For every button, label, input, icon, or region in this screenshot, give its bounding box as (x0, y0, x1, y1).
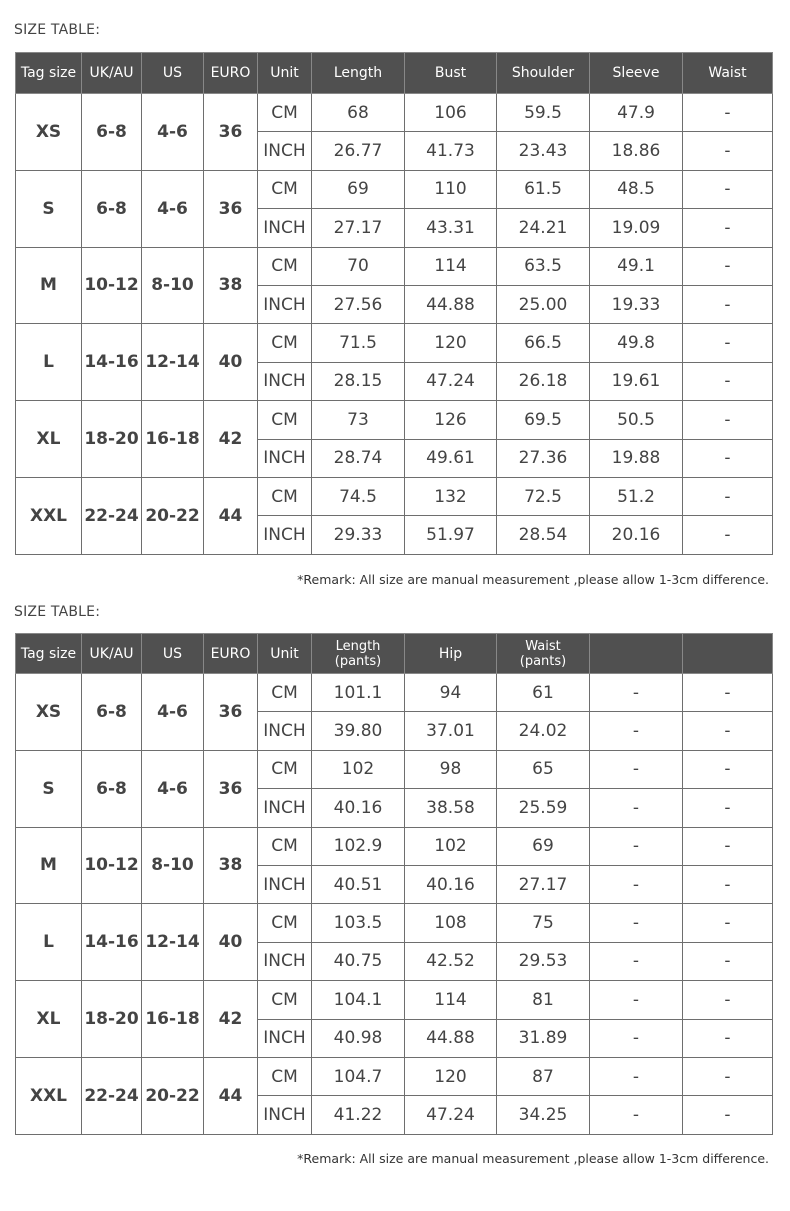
unit-inch-cell: INCH (258, 1019, 312, 1057)
header-euro: EURO (204, 634, 258, 674)
size-row-cm (16, 981, 773, 1019)
cm-value-cell: 65 (497, 750, 590, 788)
unit-inch-cell: INCH (258, 209, 312, 247)
cm-value-cell: 49.8 (590, 324, 683, 362)
inch-value-cell: 24.21 (497, 209, 590, 247)
bottom-size-table (15, 633, 773, 1135)
inch-value-cell: 40.98 (312, 1019, 405, 1057)
uk-au-cell: 14-16 (82, 904, 142, 981)
uk-au-cell: 6-8 (82, 750, 142, 827)
tag-size-cell: M (16, 827, 82, 904)
cm-value-cell: - (590, 981, 683, 1019)
unit-inch-cell: INCH (258, 789, 312, 827)
unit-cm-cell: CM (258, 981, 312, 1019)
inch-value-cell: - (590, 865, 683, 903)
tag-size-cell: XS (16, 94, 82, 171)
cm-value-cell: - (590, 674, 683, 712)
cm-value-cell: - (683, 1057, 773, 1095)
euro-cell: 42 (204, 401, 258, 478)
unit-inch-cell: INCH (258, 132, 312, 170)
uk-au-cell: 6-8 (82, 674, 142, 751)
cm-value-cell: - (683, 401, 773, 439)
cm-value-cell: 61.5 (497, 170, 590, 208)
inch-value-cell: - (590, 1096, 683, 1134)
inch-value-cell: 28.15 (312, 362, 405, 400)
tag-size-cell: L (16, 324, 82, 401)
header-tag-size: Tag size (16, 53, 82, 94)
euro-cell: 36 (204, 750, 258, 827)
us-cell: 12-14 (142, 324, 204, 401)
inch-value-cell: 23.43 (497, 132, 590, 170)
header-empty-2 (683, 634, 773, 674)
us-cell: 4-6 (142, 674, 204, 751)
top-section-title: SIZE TABLE: (14, 22, 101, 38)
cm-value-cell: - (590, 750, 683, 788)
inch-value-cell: 49.61 (405, 439, 497, 477)
unit-cm-cell: CM (258, 674, 312, 712)
header-euro: EURO (204, 53, 258, 94)
size-row-cm (16, 401, 773, 439)
cm-value-cell: 66.5 (497, 324, 590, 362)
cm-value-cell: 63.5 (497, 247, 590, 285)
inch-value-cell: - (683, 789, 773, 827)
uk-au-cell: 14-16 (82, 324, 142, 401)
cm-value-cell: 114 (405, 981, 497, 1019)
cm-value-cell: 102 (405, 827, 497, 865)
inch-value-cell: - (683, 285, 773, 323)
euro-cell: 42 (204, 981, 258, 1058)
cm-value-cell: 120 (405, 1057, 497, 1095)
tag-size-cell: XL (16, 401, 82, 478)
cm-value-cell: 71.5 (312, 324, 405, 362)
cm-value-cell: - (683, 981, 773, 1019)
uk-au-cell: 6-8 (82, 170, 142, 247)
cm-value-cell: - (683, 247, 773, 285)
inch-value-cell: - (683, 362, 773, 400)
cm-value-cell: 51.2 (590, 477, 683, 515)
unit-cm-cell: CM (258, 904, 312, 942)
euro-cell: 38 (204, 247, 258, 324)
cm-value-cell: 98 (405, 750, 497, 788)
size-row-cm (16, 1057, 773, 1095)
unit-inch-cell: INCH (258, 942, 312, 980)
euro-cell: 40 (204, 324, 258, 401)
inch-value-cell: 25.00 (497, 285, 590, 323)
cm-value-cell: 72.5 (497, 477, 590, 515)
inch-value-cell: 26.18 (497, 362, 590, 400)
inch-value-cell: 43.31 (405, 209, 497, 247)
uk-au-cell: 22-24 (82, 477, 142, 554)
euro-cell: 44 (204, 1057, 258, 1134)
uk-au-cell: 18-20 (82, 401, 142, 478)
us-cell: 8-10 (142, 247, 204, 324)
inch-value-cell: 27.17 (312, 209, 405, 247)
uk-au-cell: 6-8 (82, 94, 142, 171)
cm-value-cell: - (590, 827, 683, 865)
inch-value-cell: - (683, 209, 773, 247)
unit-cm-cell: CM (258, 324, 312, 362)
inch-value-cell: - (683, 132, 773, 170)
uk-au-cell: 10-12 (82, 827, 142, 904)
inch-value-cell: - (683, 1096, 773, 1134)
unit-inch-cell: INCH (258, 1096, 312, 1134)
size-row-cm (16, 827, 773, 865)
euro-cell: 36 (204, 170, 258, 247)
inch-value-cell: 39.80 (312, 712, 405, 750)
inch-value-cell: 37.01 (405, 712, 497, 750)
cm-value-cell: 104.7 (312, 1057, 405, 1095)
tag-size-cell: L (16, 904, 82, 981)
inch-value-cell: 25.59 (497, 789, 590, 827)
size-row-cm (16, 477, 773, 515)
size-row-cm (16, 170, 773, 208)
top-header-row (16, 53, 773, 94)
inch-value-cell: 26.77 (312, 132, 405, 170)
inch-value-cell: 40.16 (405, 865, 497, 903)
cm-value-cell: - (683, 324, 773, 362)
header-length: Length (312, 53, 405, 94)
inch-value-cell: - (590, 712, 683, 750)
top-remark: *Remark: All size are manual measurement ,please allow 1-3cm difference. (297, 572, 769, 587)
tag-size-cell: XXL (16, 1057, 82, 1134)
inch-value-cell: 51.97 (405, 516, 497, 554)
unit-inch-cell: INCH (258, 712, 312, 750)
inch-value-cell: - (683, 942, 773, 980)
inch-value-cell: - (683, 712, 773, 750)
inch-value-cell: 27.56 (312, 285, 405, 323)
unit-inch-cell: INCH (258, 362, 312, 400)
header-sleeve: Sleeve (590, 53, 683, 94)
size-row-cm (16, 674, 773, 712)
cm-value-cell: 103.5 (312, 904, 405, 942)
cm-value-cell: 126 (405, 401, 497, 439)
euro-cell: 36 (204, 674, 258, 751)
tag-size-cell: M (16, 247, 82, 324)
inch-value-cell: 29.33 (312, 516, 405, 554)
bottom-section-title: SIZE TABLE: (14, 604, 101, 620)
us-cell: 16-18 (142, 981, 204, 1058)
us-cell: 16-18 (142, 401, 204, 478)
cm-value-cell: 47.9 (590, 94, 683, 132)
inch-value-cell: - (683, 516, 773, 554)
cm-value-cell: - (590, 904, 683, 942)
header-tag-size: Tag size (16, 634, 82, 674)
cm-value-cell: 74.5 (312, 477, 405, 515)
inch-value-cell: 38.58 (405, 789, 497, 827)
inch-value-cell: - (590, 942, 683, 980)
inch-value-cell: - (683, 865, 773, 903)
euro-cell: 44 (204, 477, 258, 554)
inch-value-cell: 40.75 (312, 942, 405, 980)
inch-value-cell: 19.61 (590, 362, 683, 400)
size-row-cm (16, 750, 773, 788)
header-hip: Hip (405, 634, 497, 674)
cm-value-cell: 110 (405, 170, 497, 208)
uk-au-cell: 18-20 (82, 981, 142, 1058)
unit-cm-cell: CM (258, 750, 312, 788)
inch-value-cell: 19.09 (590, 209, 683, 247)
unit-inch-cell: INCH (258, 516, 312, 554)
uk-au-cell: 22-24 (82, 1057, 142, 1134)
cm-value-cell: - (683, 94, 773, 132)
inch-value-cell: 41.73 (405, 132, 497, 170)
inch-value-cell: 19.33 (590, 285, 683, 323)
inch-value-cell: 41.22 (312, 1096, 405, 1134)
cm-value-cell: 48.5 (590, 170, 683, 208)
unit-inch-cell: INCH (258, 285, 312, 323)
inch-value-cell: 18.86 (590, 132, 683, 170)
inch-value-cell: 28.54 (497, 516, 590, 554)
cm-value-cell: 69 (497, 827, 590, 865)
header-empty-1 (590, 634, 683, 674)
header-us: US (142, 634, 204, 674)
unit-cm-cell: CM (258, 170, 312, 208)
inch-value-cell: 47.24 (405, 362, 497, 400)
cm-value-cell: 114 (405, 247, 497, 285)
header-bust: Bust (405, 53, 497, 94)
us-cell: 20-22 (142, 1057, 204, 1134)
uk-au-cell: 10-12 (82, 247, 142, 324)
cm-value-cell: 75 (497, 904, 590, 942)
cm-value-cell: 59.5 (497, 94, 590, 132)
inch-value-cell: 42.52 (405, 942, 497, 980)
cm-value-cell: 81 (497, 981, 590, 1019)
unit-inch-cell: INCH (258, 865, 312, 903)
size-row-cm (16, 94, 773, 132)
unit-cm-cell: CM (258, 827, 312, 865)
inch-value-cell: 31.89 (497, 1019, 590, 1057)
cm-value-cell: 69 (312, 170, 405, 208)
cm-value-cell: 101.1 (312, 674, 405, 712)
inch-value-cell: 20.16 (590, 516, 683, 554)
inch-value-cell: - (683, 439, 773, 477)
unit-cm-cell: CM (258, 247, 312, 285)
tag-size-cell: S (16, 170, 82, 247)
inch-value-cell: - (683, 1019, 773, 1057)
cm-value-cell: 120 (405, 324, 497, 362)
cm-value-cell: 68 (312, 94, 405, 132)
header-waist: Waist (683, 53, 773, 94)
header-uk-au: UK/AU (82, 53, 142, 94)
unit-cm-cell: CM (258, 401, 312, 439)
inch-value-cell: 19.88 (590, 439, 683, 477)
header-length-pants: Length (pants) (312, 634, 405, 674)
cm-value-cell: 69.5 (497, 401, 590, 439)
inch-value-cell: 29.53 (497, 942, 590, 980)
size-row-cm (16, 904, 773, 942)
unit-cm-cell: CM (258, 477, 312, 515)
inch-value-cell: 44.88 (405, 1019, 497, 1057)
euro-cell: 40 (204, 904, 258, 981)
header-unit: Unit (258, 634, 312, 674)
cm-value-cell: - (590, 1057, 683, 1095)
us-cell: 12-14 (142, 904, 204, 981)
cm-value-cell: 102.9 (312, 827, 405, 865)
cm-value-cell: 50.5 (590, 401, 683, 439)
tag-size-cell: XL (16, 981, 82, 1058)
cm-value-cell: 87 (497, 1057, 590, 1095)
inch-value-cell: 47.24 (405, 1096, 497, 1134)
inch-value-cell: 27.17 (497, 865, 590, 903)
inch-value-cell: 24.02 (497, 712, 590, 750)
unit-cm-cell: CM (258, 1057, 312, 1095)
cm-value-cell: 94 (405, 674, 497, 712)
top-size-table (15, 52, 773, 555)
tag-size-cell: XS (16, 674, 82, 751)
us-cell: 8-10 (142, 827, 204, 904)
bottom-remark: *Remark: All size are manual measurement ,please allow 1-3cm difference. (297, 1151, 769, 1166)
us-cell: 4-6 (142, 750, 204, 827)
cm-value-cell: - (683, 904, 773, 942)
cm-value-cell: - (683, 750, 773, 788)
us-cell: 4-6 (142, 94, 204, 171)
bottom-header-row (16, 634, 773, 674)
header-us: US (142, 53, 204, 94)
inch-value-cell: 40.51 (312, 865, 405, 903)
cm-value-cell: 104.1 (312, 981, 405, 1019)
inch-value-cell: 27.36 (497, 439, 590, 477)
euro-cell: 36 (204, 94, 258, 171)
header-waist-pants: Waist (pants) (497, 634, 590, 674)
cm-value-cell: 108 (405, 904, 497, 942)
tag-size-cell: XXL (16, 477, 82, 554)
cm-value-cell: 73 (312, 401, 405, 439)
unit-cm-cell: CM (258, 94, 312, 132)
cm-value-cell: 106 (405, 94, 497, 132)
inch-value-cell: - (590, 1019, 683, 1057)
cm-value-cell: - (683, 674, 773, 712)
inch-value-cell: 44.88 (405, 285, 497, 323)
header-uk-au: UK/AU (82, 634, 142, 674)
inch-value-cell: 34.25 (497, 1096, 590, 1134)
tag-size-cell: S (16, 750, 82, 827)
cm-value-cell: - (683, 170, 773, 208)
header-shoulder: Shoulder (497, 53, 590, 94)
cm-value-cell: 102 (312, 750, 405, 788)
cm-value-cell: 49.1 (590, 247, 683, 285)
size-row-cm (16, 247, 773, 285)
size-row-cm (16, 324, 773, 362)
us-cell: 4-6 (142, 170, 204, 247)
inch-value-cell: 40.16 (312, 789, 405, 827)
euro-cell: 38 (204, 827, 258, 904)
cm-value-cell: 61 (497, 674, 590, 712)
header-unit: Unit (258, 53, 312, 94)
cm-value-cell: 70 (312, 247, 405, 285)
inch-value-cell: - (590, 789, 683, 827)
unit-inch-cell: INCH (258, 439, 312, 477)
us-cell: 20-22 (142, 477, 204, 554)
cm-value-cell: 132 (405, 477, 497, 515)
cm-value-cell: - (683, 827, 773, 865)
cm-value-cell: - (683, 477, 773, 515)
inch-value-cell: 28.74 (312, 439, 405, 477)
